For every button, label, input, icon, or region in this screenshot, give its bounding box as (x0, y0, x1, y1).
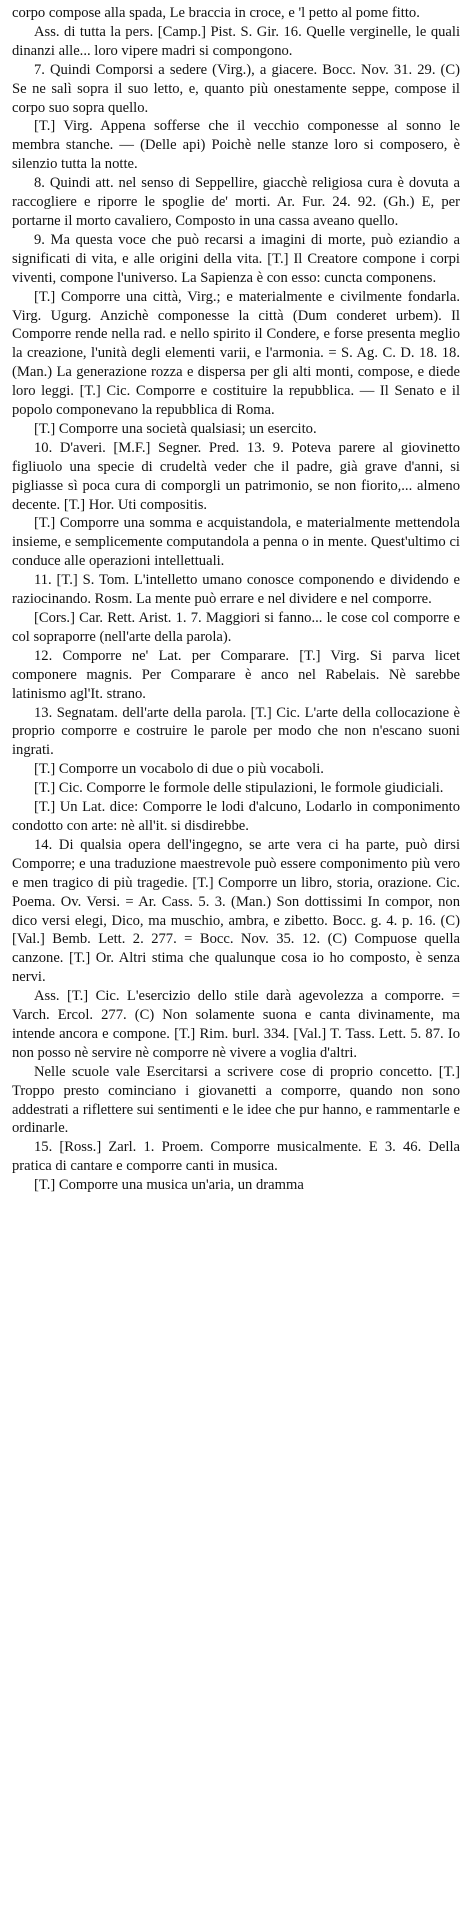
entry-paragraph: 10. D'averi. [M.F.] Segner. Pred. 13. 9. Poteva parere al giovinetto figliuolo una specie di crudeltà veder che il padre, già grave d'anni, si pigliasse sì poca cura di comporgli un patrimonio, se non fiorito,... almeno decente. [T.] Hor. Uti compositis. (12, 439, 460, 513)
entry-paragraph: Ass. [T.] Cic. L'esercizio dello stile darà agevolezza a comporre. = Varch. Ercol. 277. (C) Non solamente suona e canta divinamente, ma intende ancora e compone. [T.] Rim. burl. 334. [Val.] T. Tass. Lett. 5. 87. Io non posso nè servire nè comporre nè vivere a voglia d'altri. (12, 988, 460, 1061)
entry-paragraph: 7. Quindi Comporsi a sedere (Virg.), a giacere. Bocc. Nov. 31. 29. (C) Se ne salì sopra il suo letto, e, quanto più onestamente seppe, compose il corpo suo sopra quello. (12, 61, 460, 116)
entry-paragraph: 9. Ma questa voce che può recarsi a imagini di morte, può eziandio a significati di vita, e alle origini della vita. [T.] Il Creatore compone i corpi viventi, compone l'universo. La Sapienza è con esso: cuncta componens. (12, 231, 460, 286)
entry-paragraph: 11. [T.] S. Tom. L'intelletto umano conosce componendo e dividendo e raziocinando. Rosm. La mente può errare e nel dividere e nel comporre. (12, 572, 460, 608)
entry-paragraph: [T.] Comporre una città, Virg.; e materialmente e civilmente fondarla. Virg. Ugurg. Anzichè componesse la città (Dum conderet urbem). Il Comporre rende nella rad. e nello spirito il Condere, e forse presenta meglio la creazione, l'unità degli elementi varii, e l'armonia. = S. Ag. C. D. 18. 18. (Man.) La generazione rozza e dispersa per gli alti monti, compose, e diede loro leggi. [T.] Cic. Comporre e costituire la repubblica. — Il Senato e il popolo componevano la repubblica di Roma. (12, 288, 460, 419)
entry-paragraph: [T.] Comporre una musica un'aria, un dramma (34, 1177, 304, 1194)
entry-paragraph: [T.] Comporre una somma e acquistandola, e materialmente mettendola insieme, e semplicemente computandola a penna o in mente. Quest'ultimo ci conduce alle operazioni intellettuali. (12, 515, 460, 570)
entry-paragraph: [T.] Virg. Appena sofferse che il vecchio componesse al sonno le membra stanche. — (Delle api) Poichè nelle stanze loro si composero, è silenzio tutta la notte. (12, 118, 460, 173)
entry-paragraph: corpo compose alla spada, Le braccia in croce, e 'l petto al pome fitto. (12, 5, 420, 21)
entry-paragraph: 12. Comporre ne' Lat. per Comparare. [T.] Virg. Si parva licet componere magnis. Per Comparare è anco nel Rabelais. Nè sarebbe latinismo agl'It. strano. (12, 647, 460, 702)
entry-paragraph: Ass. di tutta la pers. [Camp.] Pist. S. Gir. 16. Quelle verginelle, le quali dinanzi alle... loro vipere madri si compongono. (12, 23, 460, 59)
entry-paragraph: [T.] Cic. Comporre le formole delle stipulazioni, le formole giudiciali. (34, 780, 444, 797)
entry-paragraph: [Cors.] Car. Rett. Arist. 1. 7. Maggiori si fanno... le cose col comporre e col sopraporre (nell'arte della parola). (12, 610, 460, 645)
entry-paragraph: [T.] Un Lat. dice: Comporre le lodi d'alcuno, Lodarlo in componimento condotto con arte: nè all'it. si disdirebbe. (12, 799, 460, 834)
entry-paragraph: 13. Segnatam. dell'arte della parola. [T.] Cic. L'arte della collocazione è proprio comporre e costruire le parole per modo che non n'escano suoni ingrati. (12, 704, 460, 759)
entry-paragraph: 8. Quindi att. nel senso di Seppellire, giacchè religiosa cura è dovuta a raccogliere e riporre le spoglie de' morti. Ar. Fur. 24. 92. (Gh.) E, per portarne il morto cavaliero, Composto in una cassa aveano quello. (12, 175, 460, 229)
entry-paragraph: 14. Di qualsia opera dell'ingegno, se arte vera ci ha parte, può dirsi Comporre; e una traduzione maestrevole può essere componimento più vero e men tragico di più tragedie. [T.] Comporre un libro, storia, orazione. Cic. Poema. Ov. Versi. = Ar. Cass. 5. 3. (Man.) Son dottissimi In compor, non dico versi elegi, Dico, ma muschio, ambra, e zibetto. Bocc. g. 4. p. 16. (C) [Val.] Bemb. Lett. 2. 277. = Bocc. Nov. 35. 12. (C) Compuose quella canzone. [T.] Or. Altri stima che qualunque cosa io ho composto, è senza nervi. (12, 836, 460, 986)
entry-paragraph: [T.] Comporre un vocabolo di due o più vocaboli. (34, 761, 324, 778)
entry-paragraph: 15. [Ross.] Zarl. 1. Proem. Comporre musicalmente. E 3. 46. Della pratica di cantare e comporre canti in musica. (12, 1139, 460, 1175)
entry-paragraph: Nelle scuole vale Esercitarsi a scrivere cose di proprio concetto. [T.] Troppo presto cominciano i giovanetti a comporre, quando non sono addestrati a riflettere sui sentimenti e le idee che pur hanno, e rammentarle e ordinarle. (12, 1063, 460, 1137)
entry-paragraph: [T.] Comporre una società qualsiasi; un esercito. (34, 420, 317, 437)
